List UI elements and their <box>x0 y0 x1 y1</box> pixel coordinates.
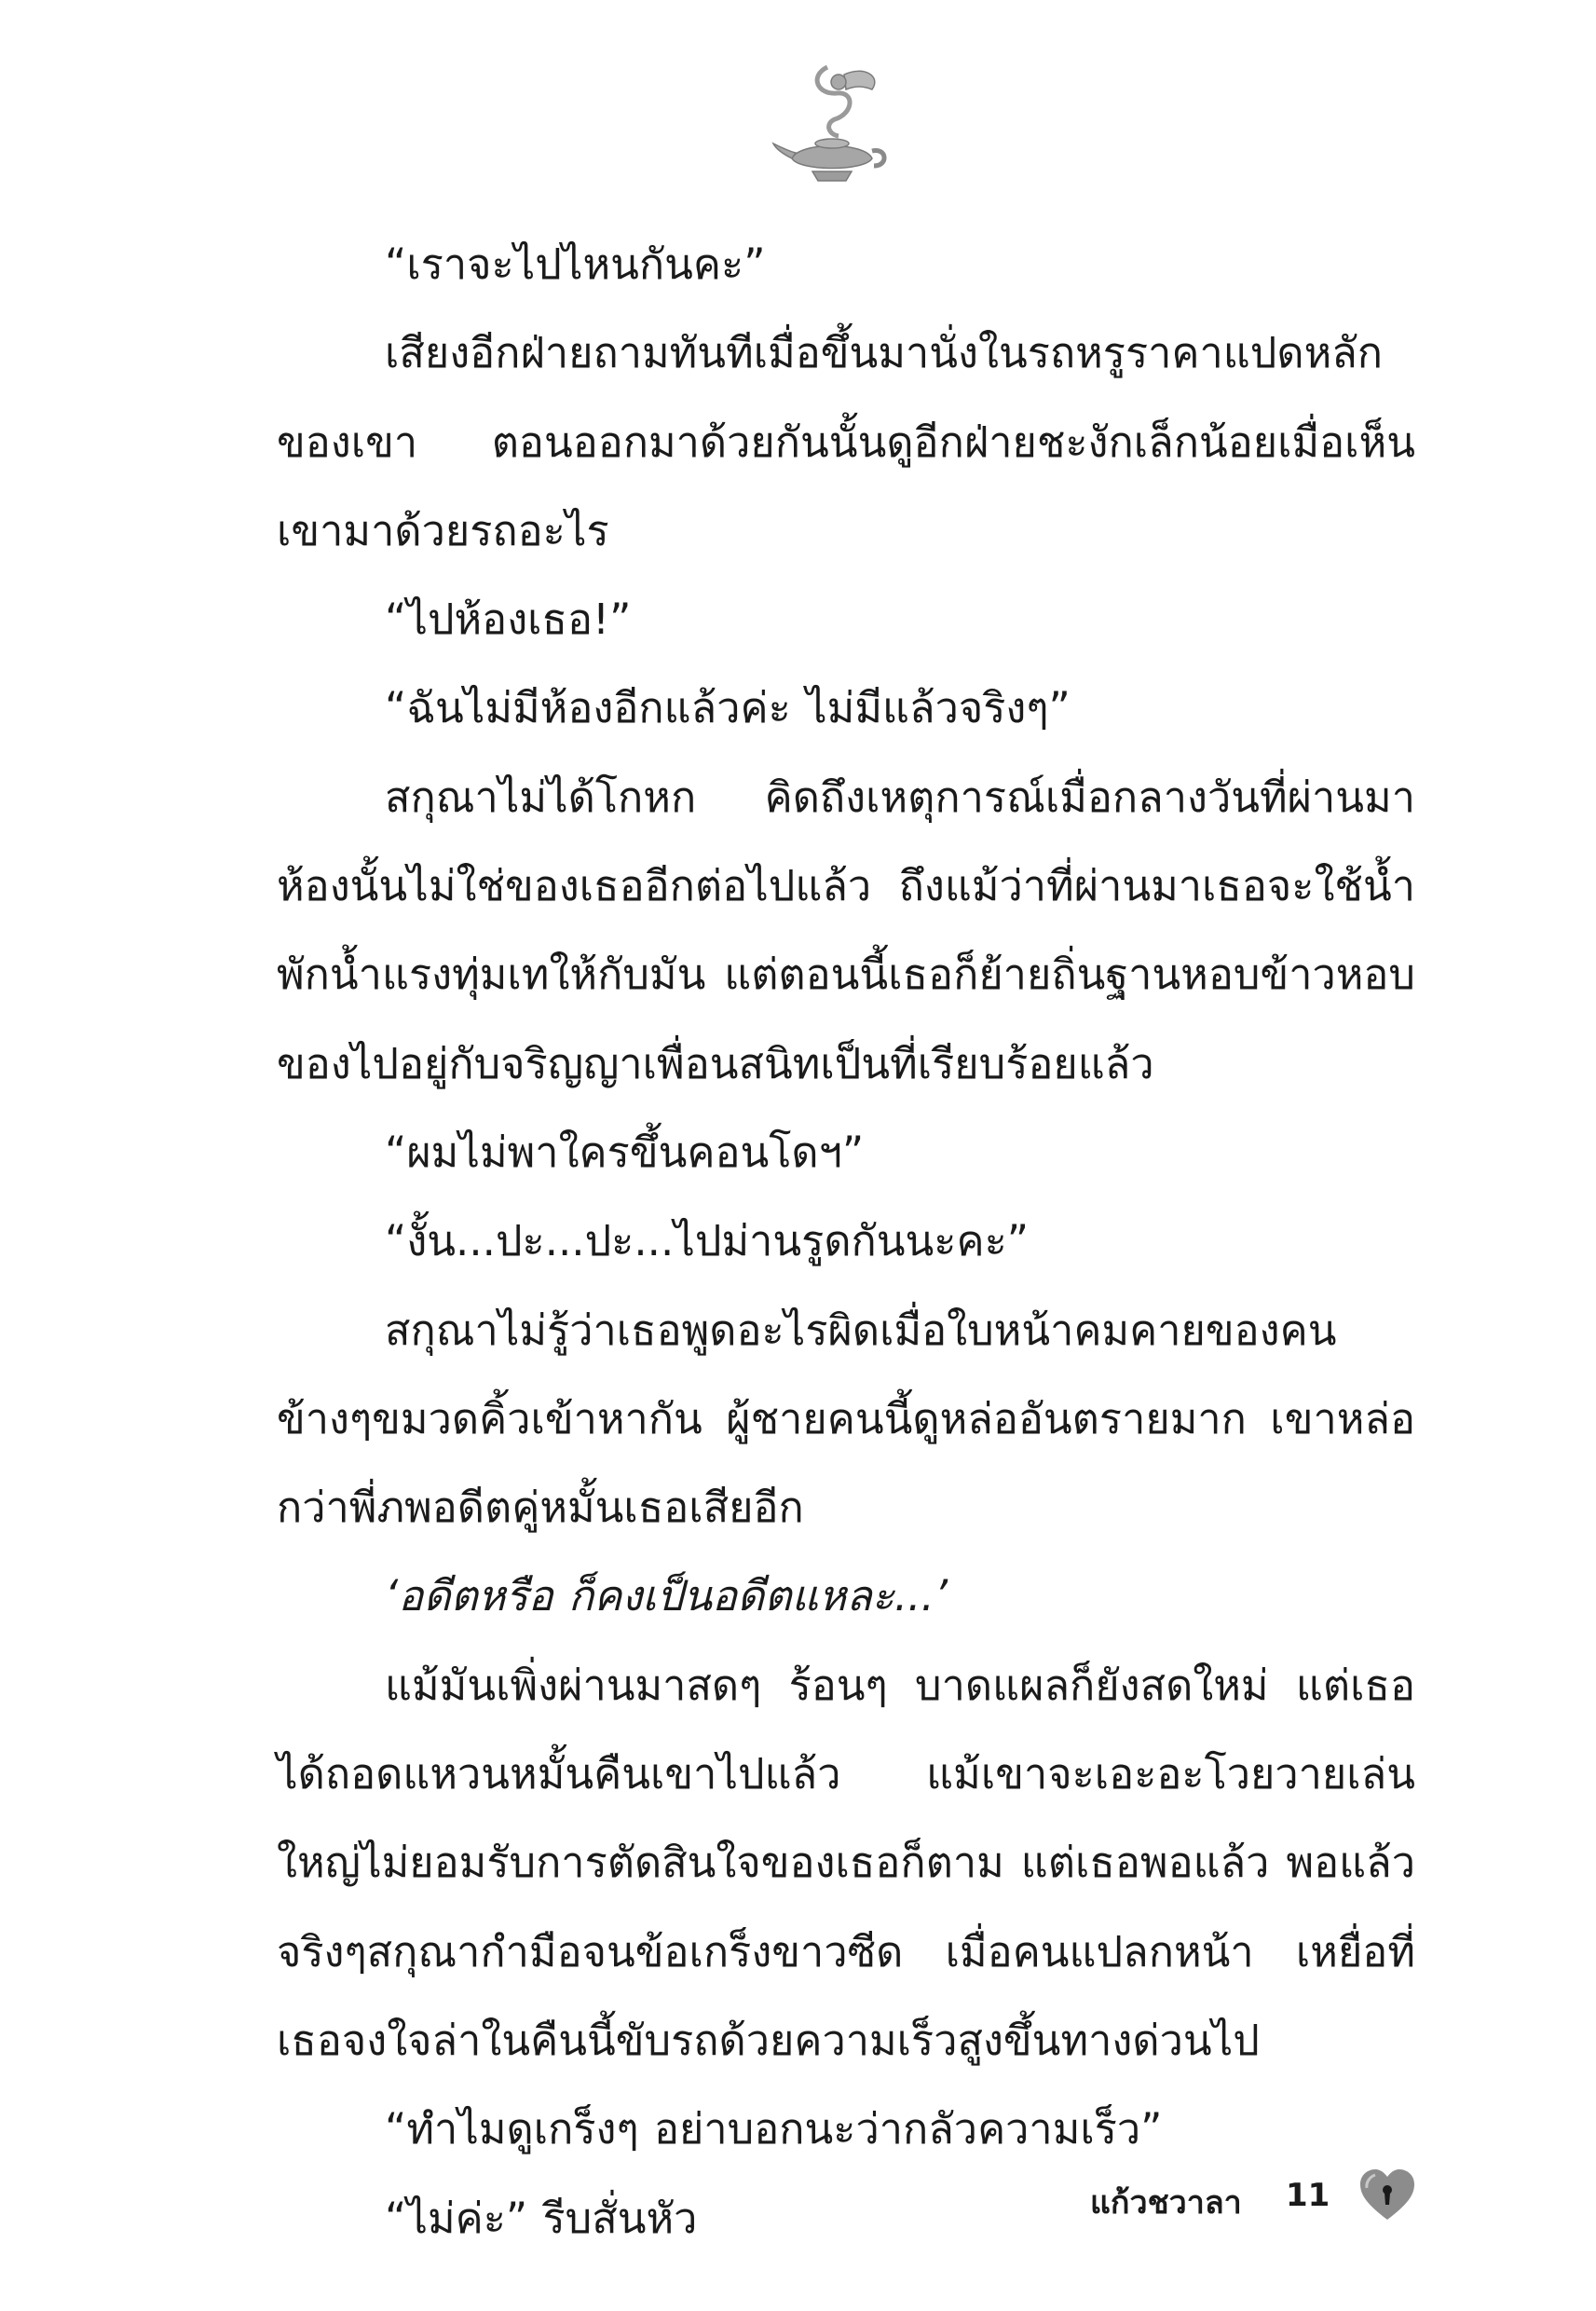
paragraph-9-italic-thought: ‘อดีตหรือ ก็คงเป็นอดีตแหละ...’ <box>385 1571 948 1621</box>
heart-keyhole-icon <box>1358 2167 1416 2222</box>
paragraph-2: เสียงอีกฝ่ายถามทันทีเมื่อขึ้นมานั่งในรถหรูราคาแปดหลักของเขา ตอนออกมาด้วยกันนั้นดูอีกฝ่ายชะงักเล็กน้อยเมื่อเห็นเขามาด้วยรถอะไร <box>277 328 1415 555</box>
paragraph-3: “ไปห้องเธอ!” <box>385 595 632 645</box>
paragraph-6: “ผมไม่พาใครขึ้นคอนโดฯ” <box>385 1127 865 1177</box>
paragraph-1: “เราจะไปไหนกันคะ” <box>385 239 766 289</box>
paragraph-4: “ฉันไม่มีห้องอีกแล้วค่ะ ไม่มีแล้วจริงๆ” <box>385 683 1071 733</box>
paragraph-12: “ไม่ค่ะ” รีบสั่นหัว <box>385 2193 698 2243</box>
page-number: 11 <box>1286 2177 1330 2214</box>
book-title: แก้วชวาลา <box>1090 2184 1242 2222</box>
page-footer <box>1044 2162 1435 2236</box>
paragraph-7: “งั้น...ปะ...ปะ...ไปม่านรูดกันนะคะ” <box>385 1216 1030 1266</box>
paragraph-10: แม้มันเพิ่งผ่านมาสดๆ ร้อนๆ บาดแผลก็ยังสดใหม่ แต่เธอได้ถอดแหวนหมั้นคืนเขาไปแล้ว แม้เขาจะเอะอะโวยวายเล่นใหญ่ไม่ยอมรับการตัดสินใจของเธอก็ตาม แต่เธอพอแล้ว พอแล้วจริงๆสกุณากำมือจนข้อเกร็งขาวซีด เมื่อคนแปลกหน้า เหยื่อที่เธอจงใจล่าในคืนนี้ขับรถด้วยความเร็วสูงขึ้นทางด่วนไป <box>277 1660 1415 2065</box>
story-text <box>277 220 1415 2263</box>
paragraph-5: สกุณาไม่ได้โกหก คิดถึงเหตุการณ์เมื่อกลางวันที่ผ่านมาห้องนั้นไม่ใช่ของเธออีกต่อไปแล้ว ถึงแม้ว่าที่ผ่านมาเธอจะใช้น้ำพักน้ำแรงทุ่มเทให้กับมัน แต่ตอนนี้เธอก็ย้ายถิ่นฐานหอบข้าวหอบของไปอยู่กับจริญญาเพื่อนสนิทเป็นที่เรียบร้อยแล้ว <box>277 772 1415 1088</box>
paragraph-8: สกุณาไม่รู้ว่าเธอพูดอะไรผิดเมื่อใบหน้าคมคายของคนข้างๆขมวดคิ้วเข้าหากัน ผู้ชายคนนี้ดูหล่ออันตรายมาก เขาหล่อกว่าพี่ภพอดีตคู่หมั้นเธอเสียอีก <box>277 1305 1415 1533</box>
paragraph-11: “ทำไมดูเกร็งๆ อย่าบอกนะว่ากลัวความเร็ว” <box>385 2104 1163 2154</box>
genie-lamp-logo-icon <box>771 58 893 198</box>
